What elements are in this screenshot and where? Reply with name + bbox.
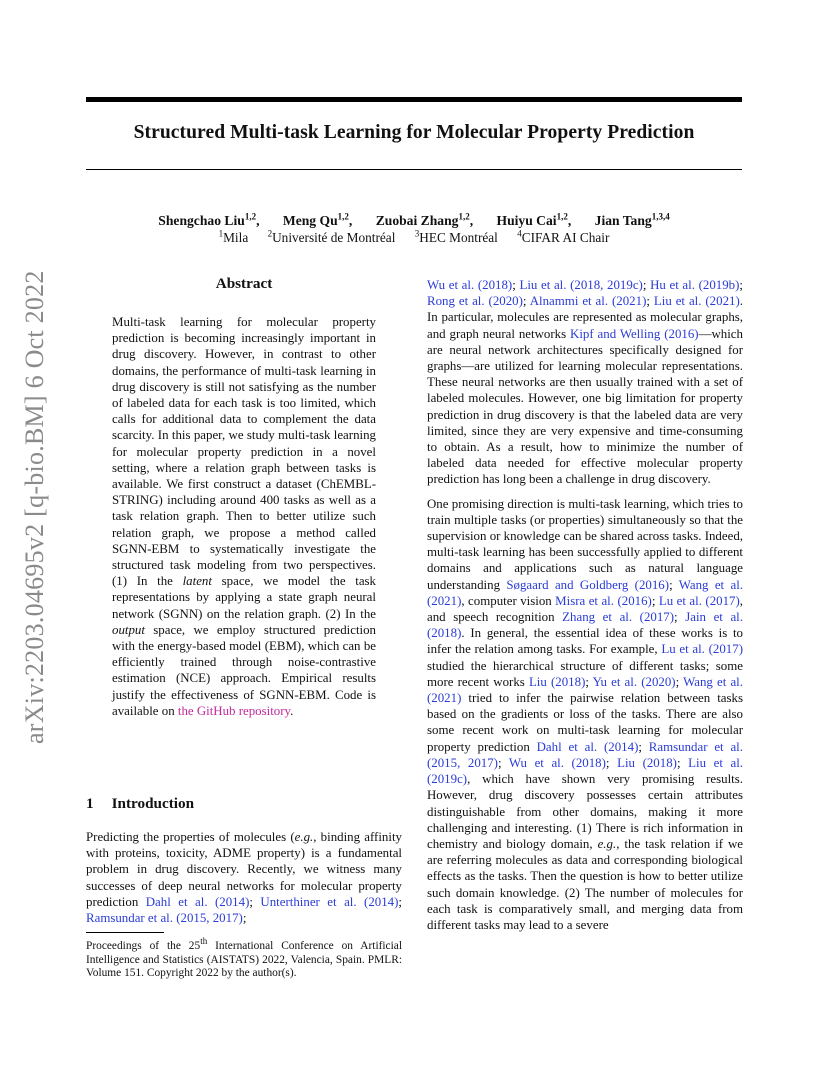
- title-bottom-rule: [86, 169, 742, 170]
- citation-link[interactable]: Wang et al. (2021): [427, 577, 743, 608]
- citation-link[interactable]: Yu et al. (2020): [592, 674, 676, 689]
- author: Zuobai Zhang$^{1,2}$,: [375, 211, 474, 228]
- affiliation: $^4$CIFAR AI Chair: [517, 228, 610, 245]
- citation-link[interactable]: Wang et al. (2021): [427, 674, 743, 706]
- citation-link[interactable]: Ramsundar et al. (2015, 2017): [427, 739, 743, 770]
- paper-title: Structured Multi-task Learning for Molecular Property Prediction: [133, 122, 695, 143]
- section-heading-introduction: 1 Introduction: [86, 795, 195, 812]
- citation-link[interactable]: Liu (2018): [617, 755, 677, 770]
- citation-link[interactable]: Wu et al. (2018): [427, 278, 513, 292]
- citation-link[interactable]: Søgaard and Goldberg (2016): [506, 577, 670, 592]
- abstract-body: Multi-task learning for molecular property prediction is becoming increasingly important in drug discovery. However, in contrast to other domains, the performance of multi-task learning in drug discovery is still not satisfying as the number of labeled data for each task is too limited, which calls for additional data to complement the data scarcity. In this paper, we study multi-task learning for molecular property prediction in a novel setting, where a relation graph between tasks is available. We first construct a dataset (ChEMBL-STRING) including around 400 tasks as well as a task relation graph. Then to better utilize such relation graph, we propose a method called SGNN-EBM to systematically investigate the structured task modeling from two perspectives. (1) In the latent space, we model the task representations by applying a state graph neural network (SGNN) on the relation graph. (2) In the output space, we employ structured prediction with the energy-based model (EBM), which can be efficiently trained through noise-contrastive estimation (NCE) approach. Empirical results justify the effectiveness of SGNN-EBM. Code is available on the GitHub repository.: [112, 315, 377, 718]
- arxiv-stamp: arXiv:2203.04695v2 [q-bio.BM] 6 Oct 2022: [20, 270, 49, 744]
- footnote: Proceedings of the 25th International Conference on Artificial Intelligence and Statistics (AISTATS) 2022, Valencia, Spain. PMLR: Volume 151. Copyright 2022 by the author(s).: [86, 936, 403, 980]
- citation-link[interactable]: Lu et al. (2017): [661, 642, 743, 657]
- affiliation: $^3$HEC Montréal: [414, 228, 498, 245]
- abstract-heading: Abstract: [215, 275, 273, 292]
- citation-link[interactable]: Misra et al. (2016): [555, 593, 652, 608]
- author: Jian Tang$^{1,3,4}$: [594, 211, 670, 228]
- citation-link[interactable]: Jain et al. (2018): [427, 610, 743, 641]
- citation-link[interactable]: Zhang et al. (2017): [562, 610, 675, 625]
- citation-link[interactable]: Wu et al. (2018): [508, 755, 606, 770]
- citation-link[interactable]: Rong et al. (2020): [427, 294, 523, 309]
- citation-link[interactable]: Ramsundar et al. (2015, 2017): [86, 911, 243, 926]
- citation-link[interactable]: Liu et al. (2021): [653, 294, 740, 309]
- citation-link[interactable]: Dahl et al. (2014): [145, 894, 250, 909]
- footnote-rule: [86, 932, 164, 933]
- author: Huiyu Cai$^{1,2}$,: [496, 211, 572, 228]
- right-column: [427, 277, 743, 933]
- citation-link[interactable]: Alnammi et al. (2021): [529, 294, 647, 309]
- author-list: [60, 213, 768, 229]
- citation-link[interactable]: Liu et al. (2019c): [427, 755, 744, 787]
- github-link[interactable]: the GitHub repository: [177, 703, 291, 718]
- citation-link[interactable]: Liu et al. (2018, 2019c): [519, 278, 643, 292]
- citation-link[interactable]: Hu et al. (2019b): [650, 278, 740, 292]
- citation-link[interactable]: Liu (2018): [528, 674, 586, 689]
- citation-link[interactable]: Kipf and Welling (2016): [570, 326, 699, 341]
- citation-link[interactable]: Lu et al. (2017): [658, 593, 740, 608]
- author: Meng Qu$^{1,2}$,: [282, 211, 353, 228]
- affiliation-list: [60, 230, 768, 246]
- affiliation: $^2$Université de Montréal: [267, 228, 396, 245]
- paragraph: Wu et al. (2018); Liu et al. (2018, 2019c); Hu et al. (2019b); Rong et al. (2020); Alnammi et al. (2021); Liu et al. (2021). In particular, molecules are represented as molecular graphs, and graph neural networks Kipf and Welling (2016)—which are neural network architectures specifically designed for graphs—are utilized for learning molecular representations. These neural networks are then usually trained with a set of labeled molecules. However, one big limitation for property prediction in drug discovery is that the labeled data are very limited, since they are very expensive and time-consuming to obtain. As a result, how to minimize the number of labeled data needed for effective molecular property prediction has long been a challenge in drug discovery.: [427, 278, 743, 487]
- title-top-rule: [86, 97, 742, 102]
- citation-link[interactable]: Unterthiner et al. (2014): [260, 894, 399, 909]
- citation-link[interactable]: Dahl et al. (2014): [536, 739, 639, 754]
- intro-paragraph: Predicting the properties of molecules (e.g., binding affinity with proteins, toxicity, ADME property) is a fundamental problem in drug discovery. Recently, we witness many successes of deep neural networks for molecular property prediction Dahl et al. (2014); Unterthiner et al. (2014); Ramsundar et al. (2015, 2017);: [86, 830, 403, 926]
- author: Shengchao Liu$^{1,2}$,: [158, 211, 260, 228]
- paragraph: One promising direction is multi-task learning, which tries to train multiple tasks (or properties) simultaneously so that the supervision or knowledge can be shared across tasks. Indeed, multi-task learning has been successfully applied to different domains and applications such as natural language understanding Søgaard and Goldberg (2016); Wang et al. (2021), computer vision Misra et al. (2016); Lu et al. (2017), and speech recognition Zhang et al. (2017); Jain et al. (2018). In general, the essential idea of these works is to infer the relation among tasks. For example, Lu et al. (2017) studied the hierarchical structure of different tasks; some more recent works Liu (2018); Yu et al. (2020); Wang et al. (2021) tried to infer the pairwise relation between tasks based on the gradients or loss of the tasks. There are also some recent work on multi-task learning for molecular property prediction Dahl et al. (2014); Ramsundar et al. (2015, 2017); Wu et al. (2018); Liu (2018); Liu et al. (2019c), which have shown very promising results. However, drug discovery possesses certain attributes distinguishable from other domains, making it more challenging and interesting. (1) There is rich information in chemistry and biology domain, e.g., the task relation if we are referring molecules as data and corresponding biological effects as the tasks. Then the question is how to better utilize such domain knowledge. (2) The number of molecules for each task is comparatively small, and merging data from different tasks may lead to a severe: [427, 496, 744, 932]
- affiliation: $^1$Mila: [218, 228, 249, 245]
